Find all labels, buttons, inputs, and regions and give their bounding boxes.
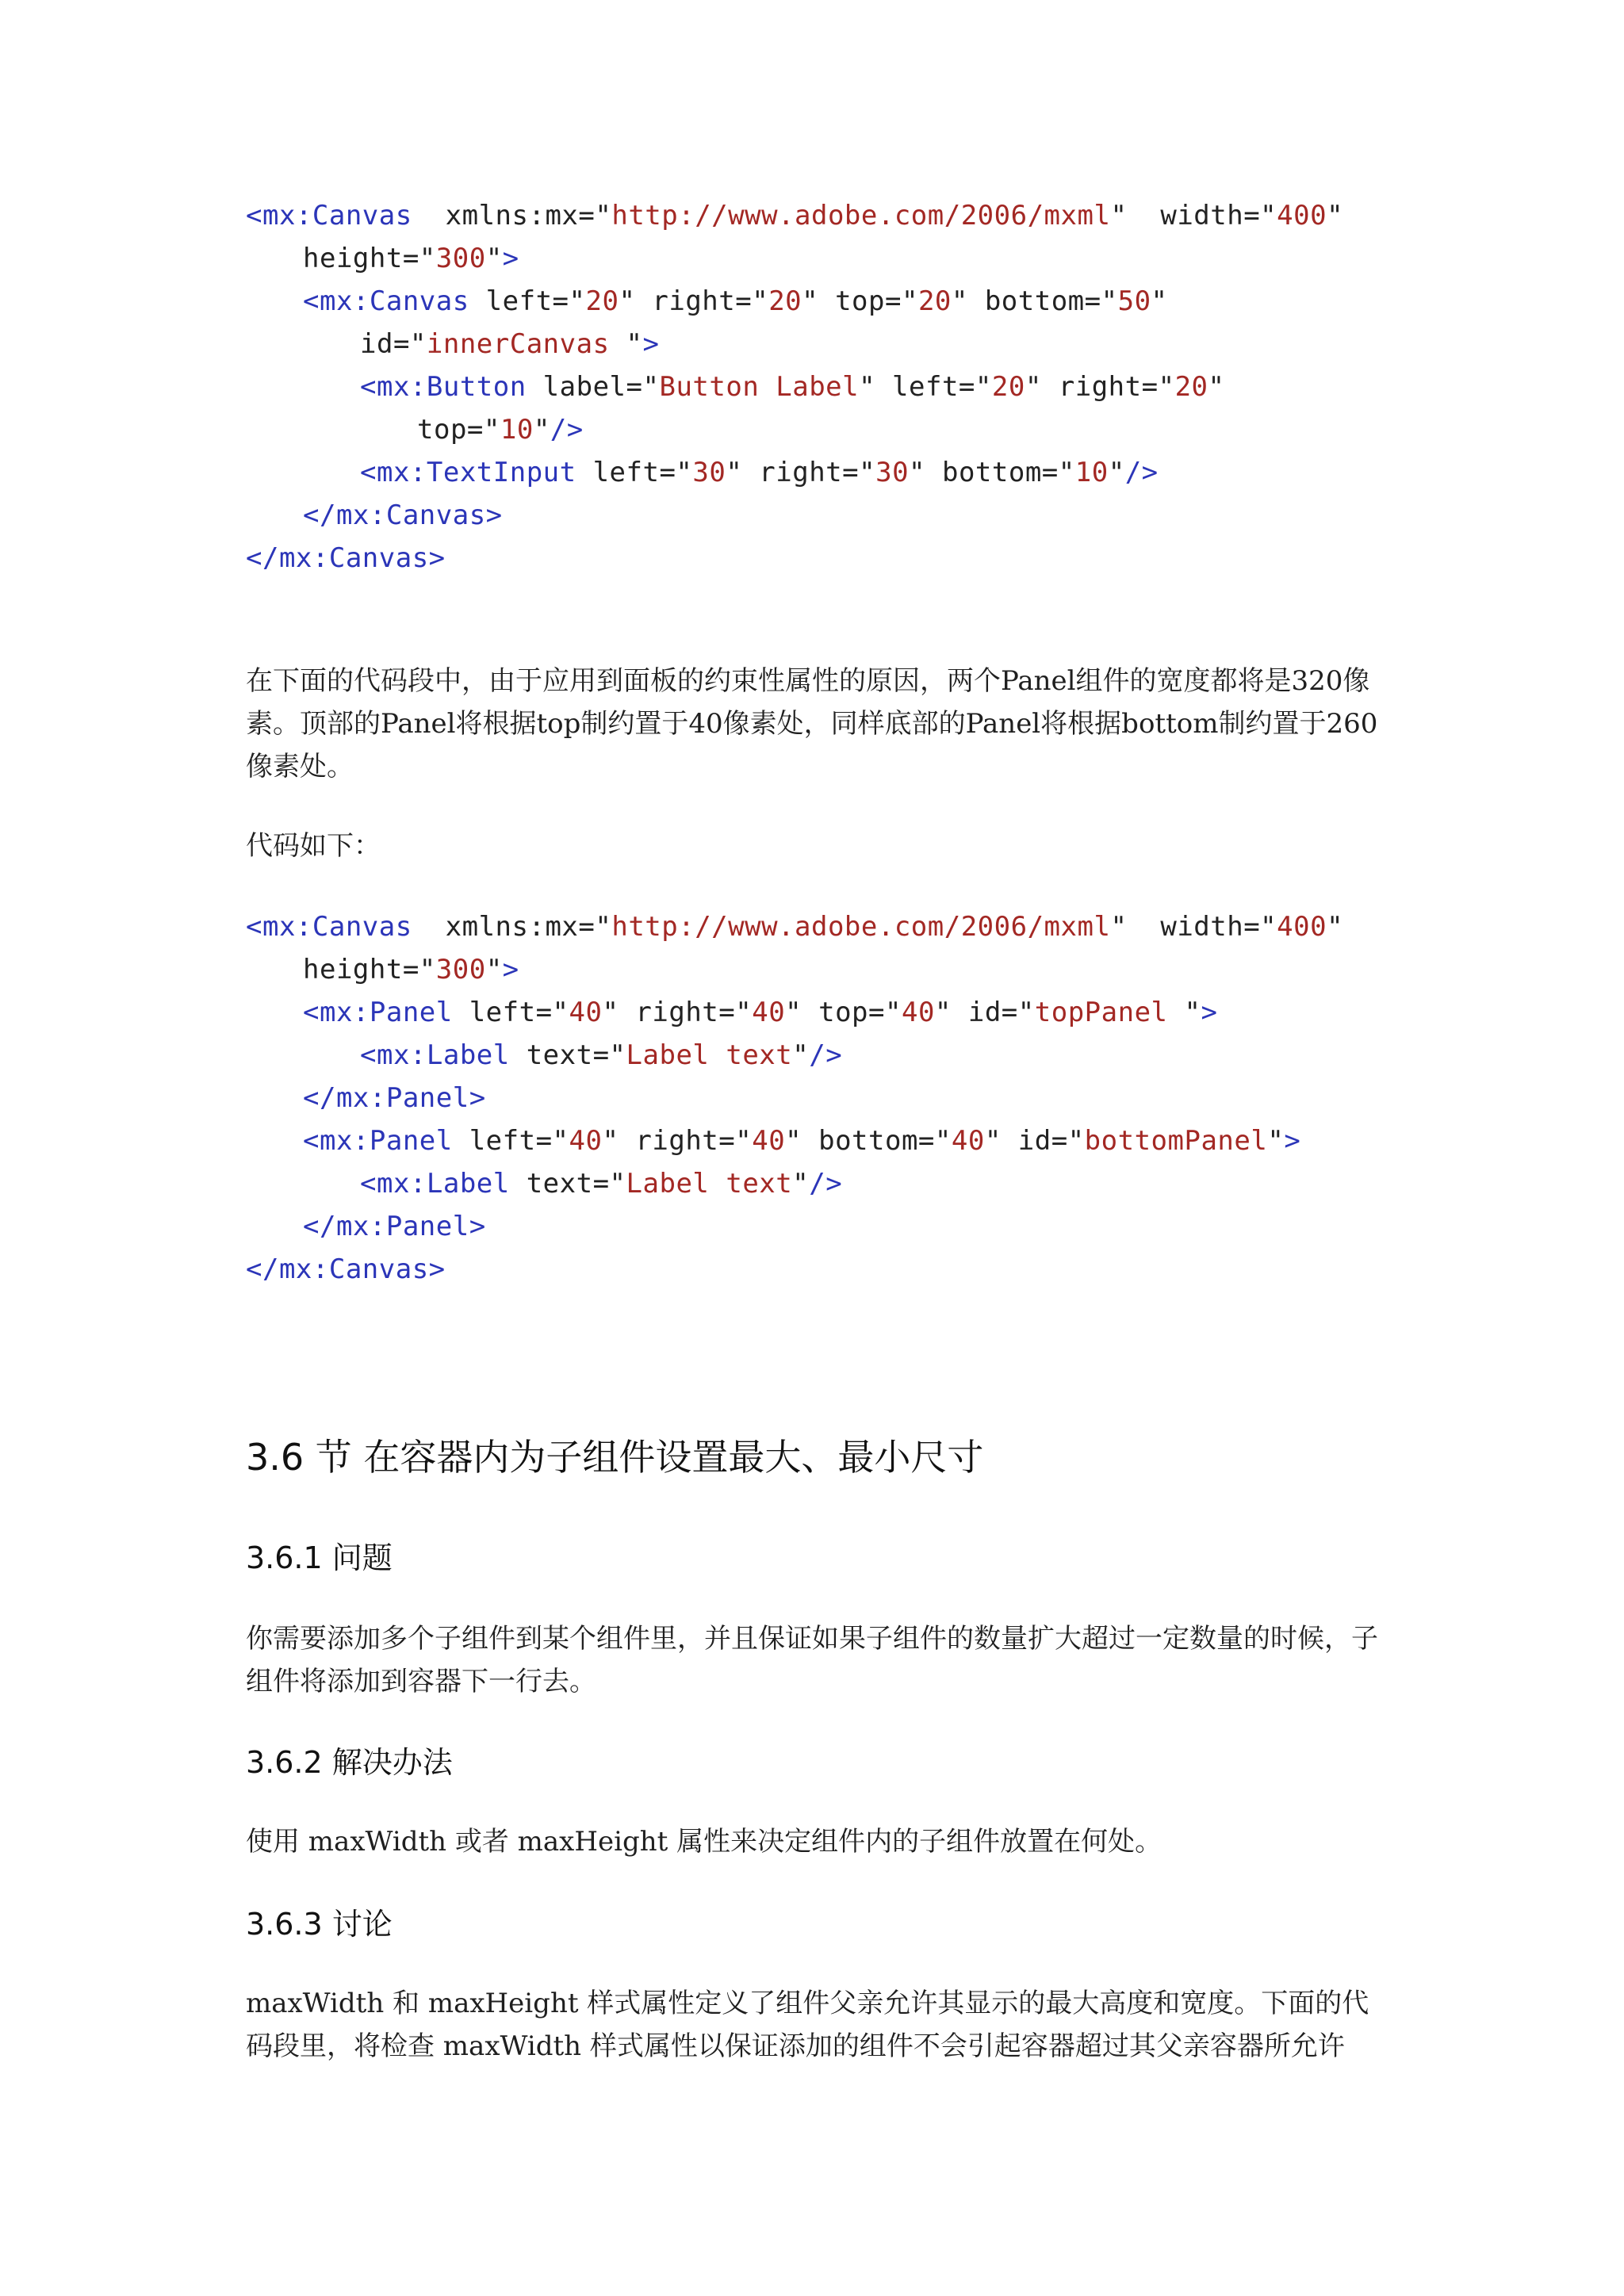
- paragraph-panel-constraints: 在下面的代码段中，由于应用到面板的约束性属性的原因，两个Panel组件的宽度都将是320像素。顶部的Panel将根据top制约置于40像素处，同样底部的Panel将根据bottom制约置于260像素处。: [246, 665, 1378, 783]
- code-tag: >: [1201, 997, 1218, 1028]
- code-text: ": [1267, 1125, 1285, 1157]
- code-text: " width=": [1110, 911, 1277, 943]
- code-text: left=": [469, 285, 586, 317]
- subsection-heading-solution: 3.6.2 解决办法: [246, 1745, 453, 1780]
- code-line: [303, 1205, 486, 1248]
- code-text: " bottom=": [785, 1125, 952, 1157]
- code-value: 20: [585, 285, 619, 317]
- code-tag: <mx:Canvas: [246, 200, 412, 232]
- code-line: [246, 1248, 446, 1291]
- code-text: left=": [576, 457, 693, 488]
- code-line: [303, 991, 1217, 1034]
- code-tag: <mx:Canvas: [246, 911, 412, 943]
- code-text: height=": [303, 243, 436, 274]
- code-line: [246, 905, 1343, 948]
- code-value: bottomPanel: [1084, 1125, 1268, 1157]
- code-line: [303, 1119, 1300, 1162]
- code-tag: />: [809, 1039, 843, 1071]
- code-text: ": [1327, 911, 1344, 943]
- code-text: " right=": [726, 457, 876, 488]
- code-value: 50: [1117, 285, 1151, 317]
- code-text: text=": [509, 1168, 626, 1200]
- code-text: " id=": [934, 997, 1035, 1028]
- code-value: 10: [1074, 457, 1109, 488]
- code-value: 20: [991, 371, 1025, 403]
- code-text: ": [1184, 997, 1201, 1028]
- code-value: 400: [1277, 200, 1327, 232]
- code-line: [417, 408, 584, 451]
- code-tag: <mx:Label: [360, 1168, 510, 1200]
- code-value: 40: [752, 1125, 786, 1157]
- code-tag: />: [809, 1168, 843, 1200]
- code-text: ": [533, 414, 550, 446]
- subsection-heading-discussion: 3.6.3 讨论: [246, 1907, 393, 1942]
- code-text: id=": [360, 328, 427, 360]
- code-value: 300: [435, 243, 486, 274]
- code-text: ": [485, 954, 503, 985]
- code-text: " left=": [859, 371, 992, 403]
- code-value: innerCanvas: [426, 328, 626, 360]
- code-value: 40: [569, 997, 603, 1028]
- code-text: ": [792, 1039, 810, 1071]
- code-text: xmlns:mx=": [412, 911, 612, 943]
- code-tag: </mx:Panel>: [303, 1082, 486, 1114]
- code-value: Label text: [626, 1039, 793, 1071]
- code-text: left=": [452, 1125, 569, 1157]
- code-value: 40: [901, 997, 935, 1028]
- code-text: " id=": [984, 1125, 1085, 1157]
- code-tag: />: [1124, 457, 1159, 488]
- code-value: 20: [1174, 371, 1208, 403]
- code-value: 400: [1277, 911, 1327, 943]
- code-line: [246, 537, 446, 580]
- code-line: [303, 494, 503, 537]
- code-line: [303, 280, 1168, 323]
- code-text: " right=": [602, 997, 753, 1028]
- code-text: ": [1327, 200, 1344, 232]
- code-text: " right=": [619, 285, 769, 317]
- code-line: [246, 194, 1343, 237]
- code-tag: <mx:Button: [360, 371, 527, 403]
- code-tag: <mx:TextInput: [360, 457, 576, 488]
- code-value: Label text: [626, 1168, 793, 1200]
- code-line: [360, 365, 1225, 408]
- code-text: " bottom=": [909, 457, 1075, 488]
- code-value: http://www.adobe.com/2006/mxml: [611, 911, 1111, 943]
- code-text: ": [1108, 457, 1125, 488]
- code-text: " right=": [602, 1125, 753, 1157]
- code-tag: <mx:Label: [360, 1039, 510, 1071]
- code-value: 10: [500, 414, 534, 446]
- code-line: [303, 1077, 486, 1119]
- code-text: top=": [417, 414, 500, 446]
- code-tag: >: [502, 243, 519, 274]
- code-tag: <mx:Panel: [303, 997, 453, 1028]
- paragraph-solution: 使用 maxWidth 或者 maxHeight 属性来决定组件内的子组件放置在何处。: [246, 1826, 1162, 1858]
- code-value: 30: [692, 457, 726, 488]
- code-value: Button Label: [659, 371, 860, 403]
- section-heading: 3.6 节 在容器内为子组件设置最大、最小尺寸: [246, 1436, 984, 1479]
- code-text: ": [1151, 285, 1168, 317]
- code-line: [360, 1034, 842, 1077]
- code-tag: <mx:Canvas: [303, 285, 469, 317]
- code-value: 40: [951, 1125, 985, 1157]
- code-text: ": [485, 243, 503, 274]
- code-tag: </mx:Canvas>: [303, 499, 503, 531]
- code-tag: </mx:Canvas>: [246, 1253, 446, 1285]
- code-line: [360, 1162, 842, 1205]
- code-text: label=": [526, 371, 660, 403]
- code-text: ": [1208, 371, 1225, 403]
- subsection-heading-problem: 3.6.1 问题: [246, 1540, 393, 1575]
- code-text: ": [626, 328, 643, 360]
- code-text: " width=": [1110, 200, 1277, 232]
- code-text: " top=": [785, 997, 902, 1028]
- code-text: left=": [452, 997, 569, 1028]
- code-tag: />: [550, 414, 584, 446]
- code-value: 40: [569, 1125, 603, 1157]
- code-line: [303, 948, 519, 991]
- code-text: ": [792, 1168, 810, 1200]
- code-line: [303, 237, 519, 280]
- paragraph-problem: 你需要添加多个子组件到某个组件里，并且保证如果子组件的数量扩大超过一定数量的时候，子组件将添加到容器下一行去。: [246, 1623, 1378, 1697]
- code-value: 30: [875, 457, 910, 488]
- code-text: " top=": [802, 285, 918, 317]
- code-value: 20: [768, 285, 802, 317]
- code-text: height=": [303, 954, 436, 985]
- code-tag: >: [502, 954, 519, 985]
- code-text: text=": [509, 1039, 626, 1071]
- code-tag: <mx:Panel: [303, 1125, 453, 1157]
- code-tag: </mx:Panel>: [303, 1211, 486, 1242]
- code-tag: >: [1284, 1125, 1301, 1157]
- code-line: [360, 323, 660, 365]
- code-text: xmlns:mx=": [412, 200, 612, 232]
- paragraph-code-intro: 代码如下：: [246, 830, 381, 862]
- code-value: 300: [435, 954, 486, 985]
- code-value: topPanel: [1034, 997, 1185, 1028]
- paragraph-discussion: maxWidth 和 maxHeight 样式属性定义了组件父亲允许其显示的最大高度和宽度。下面的代码段里，将检查 maxWidth 样式属性以保证添加的组件不会引起容器超过其父亲容器所允许: [246, 1988, 1369, 2062]
- code-value: 20: [917, 285, 952, 317]
- code-tag: >: [642, 328, 660, 360]
- code-text: " right=": [1025, 371, 1175, 403]
- code-value: 40: [752, 997, 786, 1028]
- code-value: http://www.adobe.com/2006/mxml: [611, 200, 1111, 232]
- code-tag: </mx:Canvas>: [246, 542, 446, 574]
- code-text: " bottom=": [951, 285, 1118, 317]
- code-line: [360, 451, 1159, 494]
